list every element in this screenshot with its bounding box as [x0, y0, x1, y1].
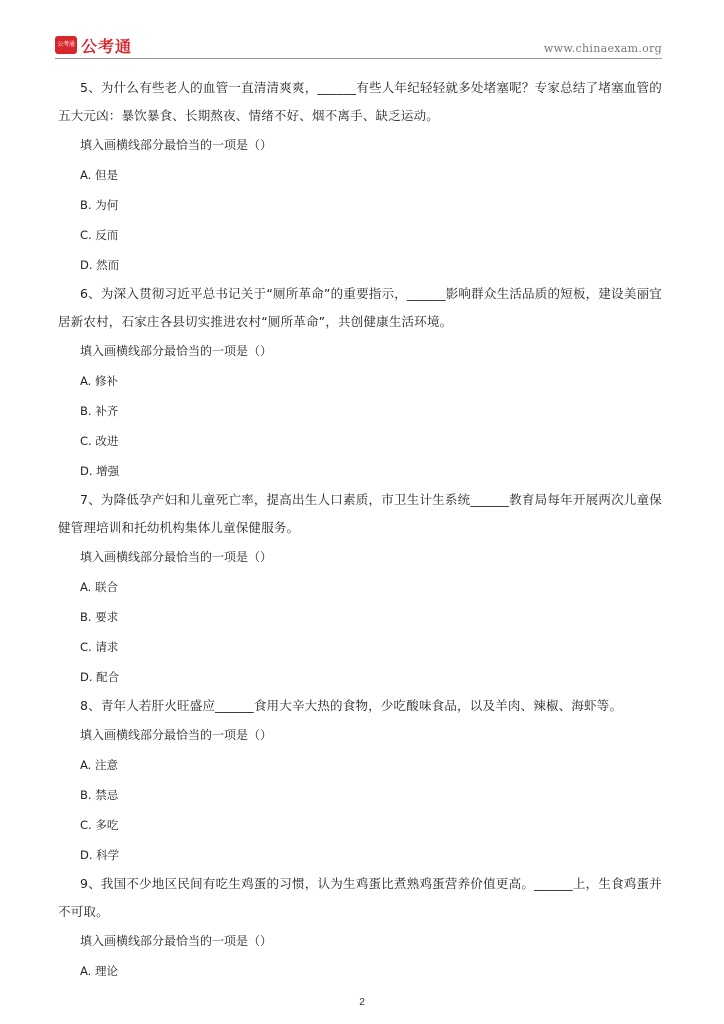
option-a: A. 注意 [80, 758, 118, 772]
option-d: D. 然而 [80, 258, 120, 272]
option-c: C. 请求 [80, 640, 119, 654]
option-d: D. 增强 [80, 464, 120, 478]
question-stem: 9、我国不少地区民间有吃生鸡蛋的习惯，认为生鸡蛋比煮熟鸡蛋营养价值更高。______上，生食鸡蛋并不可取。 [58, 876, 662, 919]
question-stem: 8、青年人若肝火旺盛应______食用大辛大热的食物，少吃酸味食品，以及羊肉、辣椒、海虾等。 [80, 698, 623, 713]
header-divider [55, 58, 662, 59]
question-7 [58, 486, 662, 692]
question-5 [58, 74, 662, 280]
question-8 [58, 692, 662, 870]
document-body [58, 74, 662, 986]
option-a: A. 修补 [80, 374, 118, 388]
question-prompt: 填入画横线部分最恰当的一项是（） [80, 138, 273, 152]
option-d: D. 科学 [80, 848, 120, 862]
option-c: C. 反而 [80, 228, 119, 242]
question-prompt: 填入画横线部分最恰当的一项是（） [80, 934, 273, 948]
option-d: D. 配合 [80, 670, 120, 684]
question-prompt: 填入画横线部分最恰当的一项是（） [80, 344, 273, 358]
question-prompt: 填入画横线部分最恰当的一项是（） [80, 728, 273, 742]
option-b: B. 要求 [80, 610, 119, 624]
logo-text: 公考通 [81, 36, 133, 56]
page-header [55, 34, 662, 58]
option-a: A. 联合 [80, 580, 118, 594]
option-a: A. 但是 [80, 168, 118, 182]
question-prompt: 填入画横线部分最恰当的一项是（） [80, 550, 273, 564]
option-b: B. 为何 [80, 198, 119, 212]
option-b: B. 补齐 [80, 404, 119, 418]
logo-badge-icon: 公考通 [55, 36, 77, 54]
logo [55, 34, 132, 56]
option-b: B. 禁忌 [80, 788, 119, 802]
question-stem: 7、为降低孕产妇和儿童死亡率，提高出生人口素质，市卫生计生系统______教育局每年开展两次儿童保健管理培训和托幼机构集体儿童保健服务。 [58, 492, 662, 535]
site-url: www.chinaexam.org [543, 42, 662, 55]
question-6 [58, 280, 662, 486]
question-stem: 5、为什么有些老人的血管一直清清爽爽，______有些人年纪轻轻就多处堵塞呢？专家总结了堵塞血管的五大元凶：暴饮暴食、长期熬夜、情绪不好、烟不离手、缺乏运动。 [58, 80, 662, 123]
option-c: C. 多吃 [80, 818, 119, 832]
option-a: A. 理论 [80, 964, 118, 978]
option-c: C. 改进 [80, 434, 119, 448]
page-number: 2 [359, 997, 365, 1008]
question-9 [58, 870, 662, 986]
question-stem: 6、为深入贯彻习近平总书记关于“厕所革命”的重要指示，______影响群众生活品质的短板，建设美丽宜居新农村，石家庄各县切实推进农村“厕所革命”，共创健康生活环境。 [58, 286, 662, 329]
